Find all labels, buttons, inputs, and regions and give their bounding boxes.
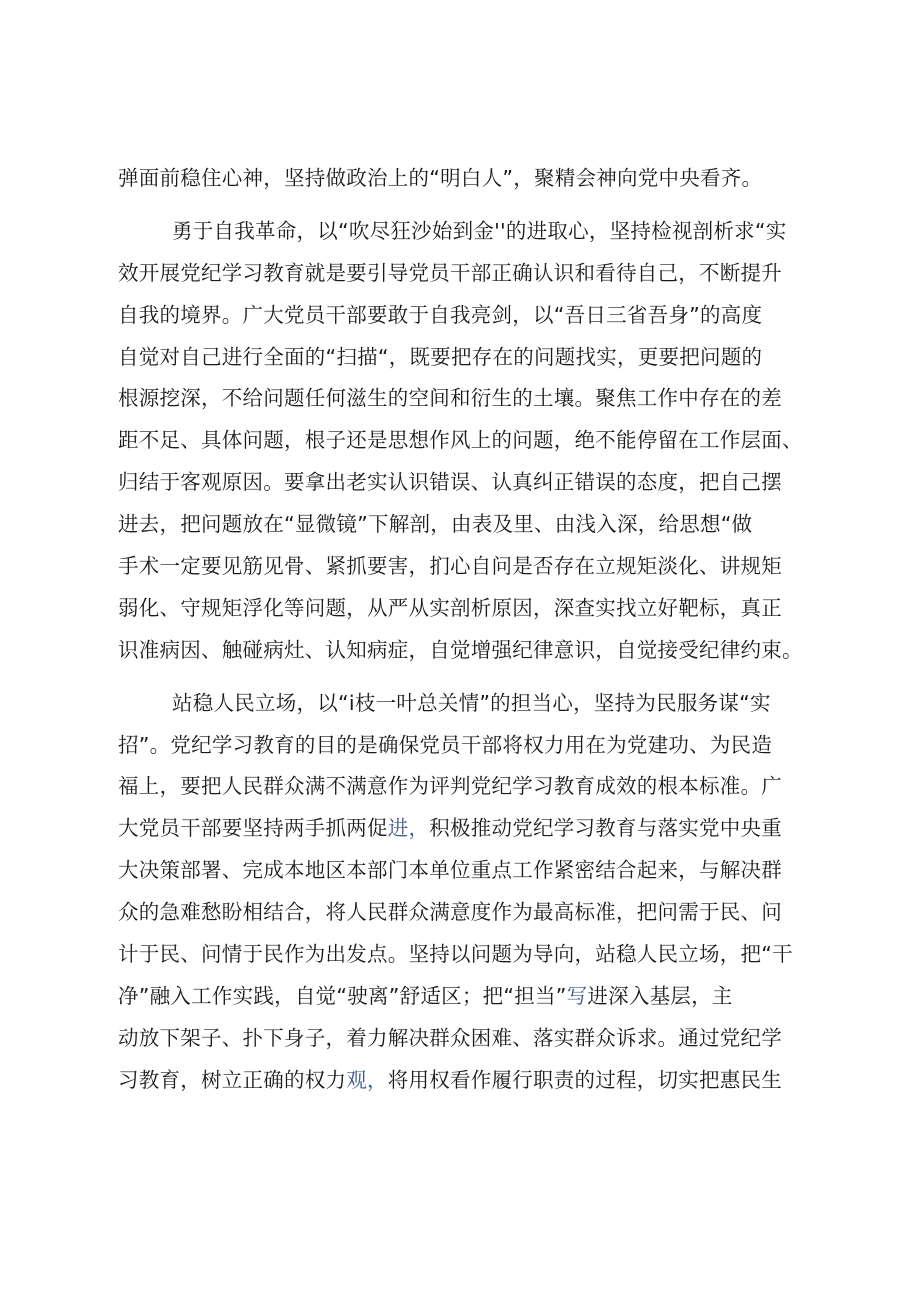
text-line-paragraph-start: 站稳人民立场，以“i枝一叶总关情”的担当心，坚持为民服务谋“实 xyxy=(172,690,771,715)
text-line: 手术一定要见筋见骨、紧抓要害，扪心自问是否存在立规矩淡化、讲规矩 xyxy=(118,554,782,579)
text-line: 弹面前稳住心神，坚持做政治上的“明白人”，聚精会神向党中央看齐。 xyxy=(118,166,763,190)
text-line: 计于民、问情于民作为出发点。坚持以问题为导向，站稳人民立场，把“干 xyxy=(118,942,793,967)
text-line: 招”。党纪学习教育的目的是确保党员干部将权力用在为党建功、为民造 xyxy=(118,732,773,757)
text-line-paragraph-start: 勇于自我革命，以“吹尽狂沙始到金''的进取心，坚持检视剖析求“实 xyxy=(172,218,787,243)
text-line: 习教育，树立正确的权力观，将用权看作履行职责的过程，切实把惠民生 xyxy=(118,1067,782,1092)
text-line: 效开展党纪学习教育就是要引导党员干部正确认识和看待自己，不断提升 xyxy=(118,260,782,285)
text-line: 众的急难愁盼相结合，将人民群众满意度作为最高标准，把问需于民、问 xyxy=(118,900,782,925)
highlighted-text: 观， xyxy=(346,1067,388,1092)
highlighted-text: 进， xyxy=(387,816,430,841)
paragraph-gap xyxy=(118,200,818,211)
text-line: 根源挖深，不给问题任何滋生的空间和衍生的土壤。聚焦工作中存在的差 xyxy=(118,386,782,411)
text-line: 净”融入工作实践，自觉“驶离”舒适区；把“担当”写进深入基层，主 xyxy=(118,983,733,1008)
text-line: 归结于客观原因。要拿出老实认识错误、认真纠正错误的态度，把自己摆 xyxy=(118,470,782,495)
text-line: 进去，把问题放在“显微镜”下解剖，由表及里、由浅入深，给思想“做 xyxy=(118,512,753,537)
body-text xyxy=(118,158,818,1102)
text-line: 大决策部署、完成本地区本部门本单位重点工作紧密结合起来，与解决群 xyxy=(118,858,782,883)
text-line: 动放下架子、扑下身子，着力解决群众困难、落实群众诉求。通过党纪学 xyxy=(118,1025,782,1050)
text-line: 距不足、具体问题，根子还是思想作风上的问题，绝不能停留在工作层面、 xyxy=(118,428,803,453)
text-line: 识准病因、触碰病灶、认知病症，自觉增强纪律意识，自觉接受纪律约束。 xyxy=(118,637,803,662)
paragraph-gap xyxy=(118,672,818,683)
highlighted-text: 写 xyxy=(566,983,588,1008)
text-line: 自我的境界。广大党员干部要敢于自我亮剑，以“吾日三省吾身”的高度 xyxy=(118,302,763,327)
text-line: 大党员干部要坚持两手抓两促进，积极推动党纪学习教育与落实党中央重 xyxy=(118,816,782,841)
text-line: 自觉对自己进行全面的“扫描“，既要把存在的问题找实，更要把问题的 xyxy=(118,344,763,369)
text-line: 福上，要把人民群众满不满意作为评判党纪学习教育成效的根本标准。广 xyxy=(118,774,782,799)
text-line: 弱化、守规矩浮化等问题，从严从实剖析原因，深查实找立好靶标，真正 xyxy=(118,595,782,620)
